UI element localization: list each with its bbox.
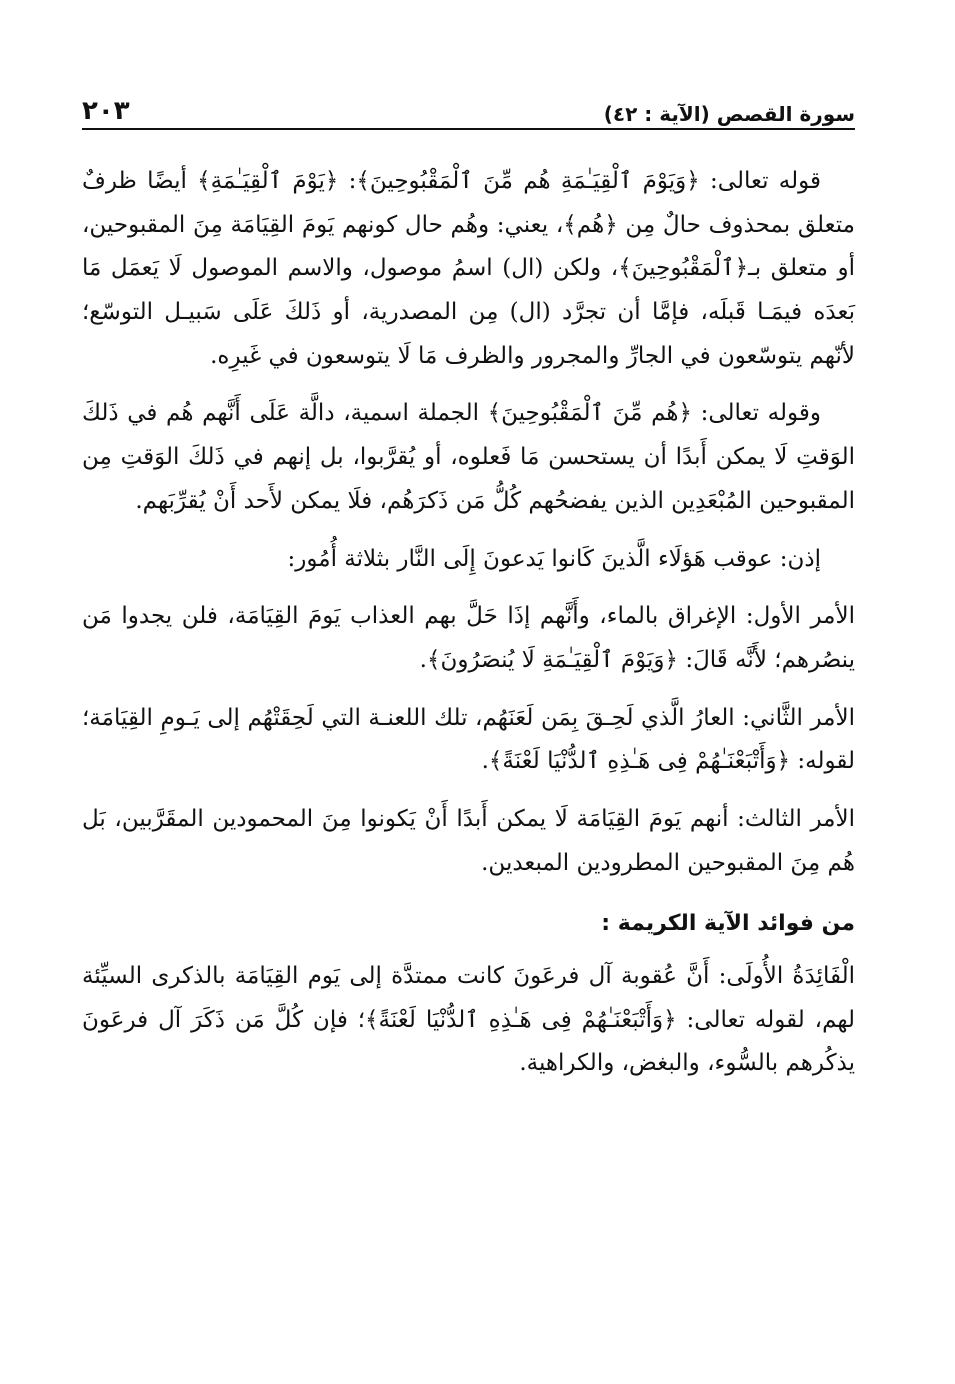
body-text	[82, 160, 855, 1100]
benefit-paragraph: الْفَائِدَةُ الأُولَى: أَنَّ عُقوبة آل فرعَونَ كانت ممتدَّة إلى يَوم القِيَامَة بالذكرى السيِّئة لهم، لقوله تعالى: ﴿وَأَتْبَعْنَـٰهُمْ فِى هَـٰذِهِ ٱلدُّنْيَا لَعْنَةً﴾؛ فإن كُلَّ مَن ذَكَرَ آل فرعَونَ يذكُرهم بالسُّوء، والبغض، والكراهية.	[82, 963, 855, 1077]
page-number: ٢٠٣	[82, 96, 130, 126]
paragraph: الأمر الثالث: أنهم يَومَ القِيَامَة لَا يمكن أَبدًا أَنْ يَكونوا مِنَ المحمودين المقَرَّبين، بَل هُم مِنَ المقبوحين المطرودين المبعدين.	[82, 805, 855, 876]
paragraph: الأمر الثَّاني: العارُ الَّذي لَحِـقَ بِمَن لَعَنَهُم، تلك اللعنـة التي لَحِقَتْهُم إلى يَـومِ القِيَامَة؛ لقوله: ﴿وَأَتْبَعْنَـٰهُمْ فِى هَـٰذِهِ ٱلدُّنْيَا لَعْنَةً﴾.	[82, 704, 855, 775]
running-head: سورة القصص (الآية : ٤٢)	[603, 102, 855, 126]
paragraph: وقوله تعالى: ﴿هُم مِّنَ ٱلْمَقْبُوحِينَ﴾ الجملة اسمية، دالَّة عَلَى أَنَّهم هُم في ذَلكَ الوَقتِ لَا يمكن أَبدًا أن يستحسن مَا فَعلوه، أو يُقرَّبوا، بل إنهم في ذَلكَ الوَقتِ مِن المقبوحين المُبْعَدِين الذين يفضحُهم كُلُّ مَن ذَكرَهُم، فلَا يمكن لأَحد أَنْ يُقرِّبَهم.	[82, 400, 855, 514]
paragraph: الأمر الأول: الإغراق بالماء، وأَنَّهم إذَا حَلَّ بهم العذاب يَومَ القِيَامَة، فلن يجدوا مَن ينصُرهم؛ لأَنَّه قَالَ: ﴿وَيَوْمَ ٱلْقِيَـٰمَةِ لَا يُنصَرُونَ﴾.	[82, 603, 855, 673]
header-rule	[82, 128, 855, 130]
page-header	[82, 88, 855, 124]
section-heading: من فوائد الآية الكريمة :	[601, 911, 855, 937]
paragraph: إذن: عوقب هَؤلَاء الَّذينَ كَانوا يَدعونَ إِلَى النَّار بثلاثة أُمُور:	[287, 545, 821, 572]
paragraph: قوله تعالى: ﴿وَيَوْمَ ٱلْقِيَـٰمَةِ هُم مِّنَ ٱلْمَقْبُوحِينَ﴾: ﴿يَوْمَ ٱلْقِيَـٰمَةِ﴾ أيضًا ظرفٌ متعلق بمحذوف حالٌ مِن ﴿هُم﴾، يعني: وهُم حال كونهم يَومَ القِيَامَة مِنَ المقبوحين، أو متعلق بـ﴿ٱلْمَقْبُوحِينَ﴾، ولكن (ال) اسمُ موصول، والاسم الموصول لَا يَعمَل مَا بَعدَه فيمَـا قَبلَه، فإمَّا أن تجرَّد (ال) مِن المصدرية، أو ذَلكَ عَلَى سَبيـل التوسّع؛ لأنّهم يتوسّعون في الجارِّ والمجرور والظرف مَا لَا يتوسعون في غَيرِه.	[82, 168, 855, 369]
